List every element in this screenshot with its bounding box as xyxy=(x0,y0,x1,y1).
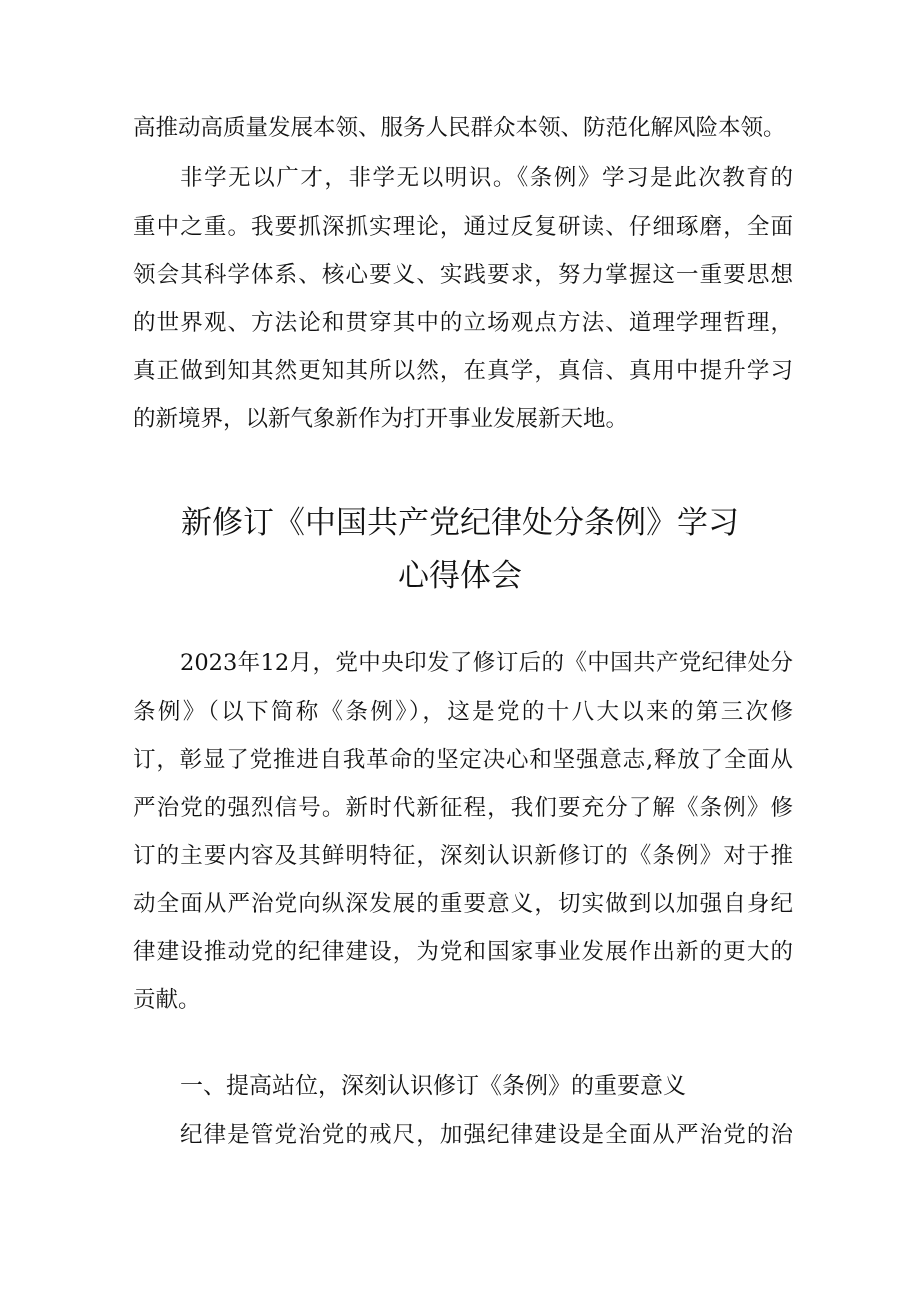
paragraph-study-line-5: 真正做到知其然更知其所以然，在真学，真信、真用中提升学习 xyxy=(133,358,793,384)
section-1-heading: 一、提高站位，深刻认识修订《条例》的重要意义 xyxy=(180,1073,686,1099)
paragraph-background-line-8: 贡献。 xyxy=(133,987,201,1013)
article-title-line-1: 新修订《中国共产党纪律处分条例》学习 xyxy=(181,505,739,541)
paragraph-background-line-1: 2023年12月，党中央印发了修订后的《中国共产党纪律处分 xyxy=(180,650,793,676)
paragraph-background-line-6: 动全面从严治党向纵深发展的重要意义，切实做到以加强自身纪 xyxy=(133,891,793,917)
paragraph-intro-tail-line: 高推动高质量发展本领、服务人民群众本领、防范化解风险本领。 xyxy=(133,115,786,141)
paragraph-study-line-4: 的世界观、方法论和贯穿其中的立场观点方法、道理学理哲理， xyxy=(133,310,793,336)
paragraph-background-line-2: 条例》（以下简称《条例》），这是党的十八大以来的第三次修 xyxy=(133,699,793,725)
paragraph-study-line-3: 领会其科学体系、核心要义、实践要求，努力掌握这一重要思想 xyxy=(133,262,793,288)
paragraph-study-line-1: 非学无以广才，非学无以明识。《条例》学习是此次教育的 xyxy=(180,165,793,191)
paragraph-background-line-5: 订的主要内容及其鲜明特征，深刻认识新修订的《条例》对于推 xyxy=(133,843,793,869)
paragraph-study-line-6: 的新境界，以新气象新作为打开事业发展新天地。 xyxy=(133,406,629,432)
paragraph-background-line-3: 订，彰显了党推进自我革命的坚定决心和坚强意志,释放了全面从 xyxy=(133,747,793,773)
article-title-line-2: 心得体会 xyxy=(398,558,522,594)
paragraph-background-line-7: 律建设推动党的纪律建设，为党和国家事业发展作出新的更大的 xyxy=(133,939,793,965)
paragraph-background-line-4: 严治党的强烈信号。新时代新征程，我们要充分了解《条例》修 xyxy=(133,795,793,821)
paragraph-study-line-2: 重中之重。我要抓深抓实理论，通过反复研读、仔细琢磨，全面 xyxy=(133,214,793,240)
section-1-paragraph-line-1: 纪律是管党治党的戒尺，加强纪律建设是全面从严治党的治 xyxy=(180,1122,793,1148)
